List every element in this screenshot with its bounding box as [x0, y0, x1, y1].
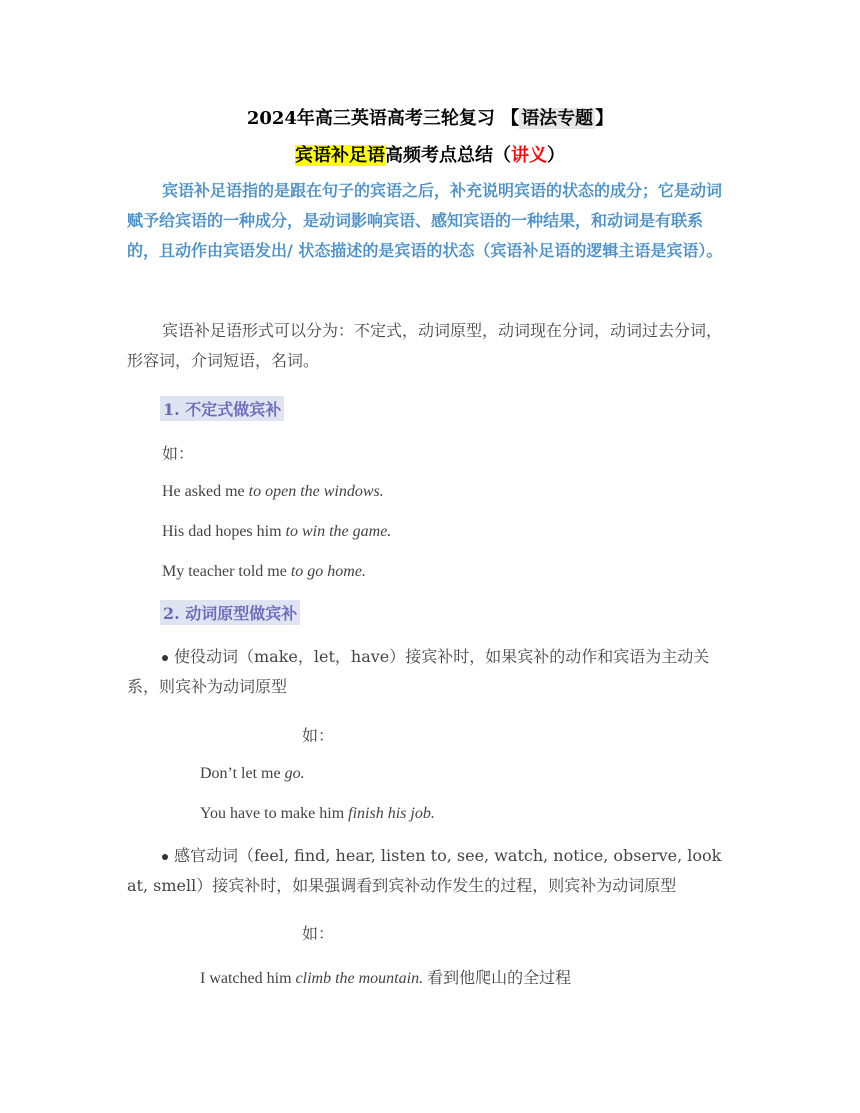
example-italic: climb the mountain.: [295, 970, 424, 987]
title-mid: 高频考点总结（: [385, 145, 511, 166]
example-note: 看到他爬山的全过程: [423, 970, 572, 987]
section1-example-label: 如：: [162, 446, 195, 463]
example-plain: He asked me: [162, 483, 249, 500]
example-plain: I watched him: [200, 970, 296, 987]
title-red-word: 讲义: [511, 145, 547, 166]
title-end: ）: [547, 145, 565, 166]
example-italic: to win the game.: [285, 523, 392, 540]
example-plain: Don’t let me: [200, 765, 285, 782]
example-plain: His dad hopes him: [162, 523, 286, 540]
section2-example-label: 如：: [302, 926, 335, 943]
bullet-causative-verbs: [127, 642, 733, 702]
document-title-line1: [0, 104, 860, 130]
section2-heading: 2. 动词原型做宾补: [160, 600, 300, 625]
title-subject-highlight: 宾语补足语: [295, 145, 385, 166]
title-topic-highlight: 语法专题: [521, 108, 594, 129]
example-sentence: [200, 765, 305, 783]
section1-heading: 1. 不定式做宾补: [160, 396, 284, 421]
bullet-text: 感官动词（feel, find, hear, listen to, see, watch, notice, observe, look at, smell）接宾补时，如果强调看到宾补动作发生的过程，则宾补为动词原型: [127, 846, 722, 895]
example-sentence: [162, 563, 366, 581]
document-title-line2: [0, 141, 860, 167]
example-italic: go.: [284, 765, 305, 782]
section2-example-label: 如：: [302, 728, 335, 745]
example-sentence: [200, 965, 571, 988]
bullet-text: 使役动词（make，let，have）接宾补时，如果宾补的动作和宾语为主动关系，则宾补为动词原型: [127, 647, 710, 696]
example-italic: to open the windows.: [248, 483, 384, 500]
example-sentence: [162, 523, 391, 541]
example-plain: You have to make him: [200, 805, 349, 822]
example-italic: finish his job.: [348, 805, 435, 822]
example-italic: to go home.: [290, 563, 366, 580]
example-plain: My teacher told me: [162, 563, 291, 580]
title-prefix: 2024年高三英语高考三轮复习 【: [246, 108, 520, 129]
forms-paragraph: 宾语补足语形式可以分为：不定式，动词原型，动词现在分词，动词过去分词，形容词，介词短语，名词。: [127, 321, 723, 370]
title-suffix: 】: [595, 108, 614, 129]
bullet-perception-verbs: [127, 841, 733, 901]
example-sentence: [200, 805, 435, 823]
bullet-icon: [162, 854, 168, 860]
intro-definition: 宾语补足语指的是跟在句子的宾语之后，补充说明宾语的状态的成分；它是动词赋予给宾语的一种成分，是动词影响宾语、感知宾语的一种结果，和动词是有联系的，且动作由宾语发出/ 状态描述的是宾语的状态（宾语补足语的逻辑主语是宾语）。: [127, 181, 723, 260]
example-sentence: [162, 483, 384, 501]
bullet-icon: [162, 655, 168, 661]
